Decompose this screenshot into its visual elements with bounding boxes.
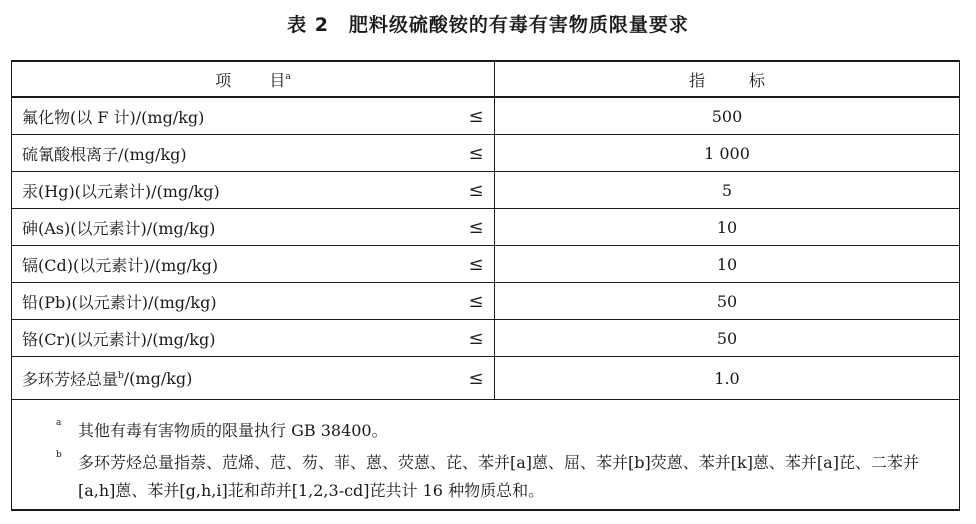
- row-value: 500: [711, 106, 743, 126]
- row-value: 50: [716, 328, 738, 348]
- row-item-footnote-mark: b: [118, 371, 124, 381]
- table-header-row: [12, 62, 959, 98]
- row-value: 10: [716, 254, 738, 274]
- limits-table: [11, 60, 960, 511]
- table-row: [12, 357, 959, 400]
- row-comparator: ≤: [468, 142, 484, 164]
- row-value: 10: [716, 217, 738, 237]
- header-value-part2: 标: [749, 70, 766, 90]
- row-comparator: ≤: [468, 216, 484, 238]
- header-item-part1: 项: [215, 70, 232, 90]
- footnote-text: 其他有毒有害物质的限量执行 GB 38400。: [78, 421, 388, 440]
- header-item-cell: [12, 62, 494, 96]
- row-comparator: ≤: [468, 327, 484, 349]
- footnote-text-line1: 多环芳烃总量指萘、苊烯、苊、芴、菲、蒽、荧蒽、芘、苯并[a]蒽、屈、苯并[b]荧蒽、苯并[k]蒽、苯并[a]芘、二苯并: [78, 453, 919, 472]
- row-value: 5: [721, 180, 733, 200]
- header-value-cell: [495, 62, 959, 96]
- row-item-text: 多环芳烃总量: [22, 369, 119, 389]
- row-comparator: ≤: [468, 253, 484, 275]
- row-item: 氟化物(以 F 计)/(mg/kg): [22, 107, 205, 127]
- table-row: [12, 246, 959, 283]
- table-row: [12, 320, 959, 357]
- table-row: [12, 283, 959, 320]
- row-comparator: ≤: [468, 179, 484, 201]
- row-item: 铅(Pb)(以元素计)/(mg/kg): [22, 292, 217, 312]
- row-comparator: ≤: [468, 290, 484, 312]
- header-item-part2: 目: [269, 70, 286, 90]
- row-comparator: ≤: [468, 367, 484, 389]
- row-value: 1.0: [714, 368, 740, 388]
- row-item: [22, 357, 192, 399]
- row-item-unit: /(mg/kg): [123, 368, 193, 388]
- header-item-footnote-mark: a: [285, 72, 291, 82]
- footnote-mark: b: [56, 450, 62, 460]
- row-item: 铬(Cr)(以元素计)/(mg/kg): [22, 329, 216, 349]
- footnote-text-line2: [a,h]蒽、苯并[g,h,i]苝和茚并[1,2,3-cd]芘共计 16 种物质总和。: [78, 481, 545, 500]
- row-value: 50: [716, 291, 738, 311]
- table-row: [12, 209, 959, 246]
- row-item: 镉(Cd)(以元素计)/(mg/kg): [22, 255, 219, 275]
- row-item: 硫氰酸根离子/(mg/kg): [22, 144, 187, 164]
- row-item: 汞(Hg)(以元素计)/(mg/kg): [22, 181, 220, 201]
- table-footnotes: [12, 400, 959, 509]
- row-comparator: ≤: [468, 105, 484, 127]
- table-bottom-rule: [11, 509, 960, 511]
- footnote-mark: a: [56, 418, 62, 428]
- row-item: 砷(As)(以元素计)/(mg/kg): [22, 218, 216, 238]
- header-value-part1: 指: [688, 70, 705, 90]
- table-row: [12, 98, 959, 135]
- row-value: 1 000: [704, 143, 750, 163]
- table-row: [12, 172, 959, 209]
- table-row: [12, 135, 959, 172]
- table-title: 表 2 肥料级硫酸铵的有毒有害物质限量要求: [287, 14, 689, 36]
